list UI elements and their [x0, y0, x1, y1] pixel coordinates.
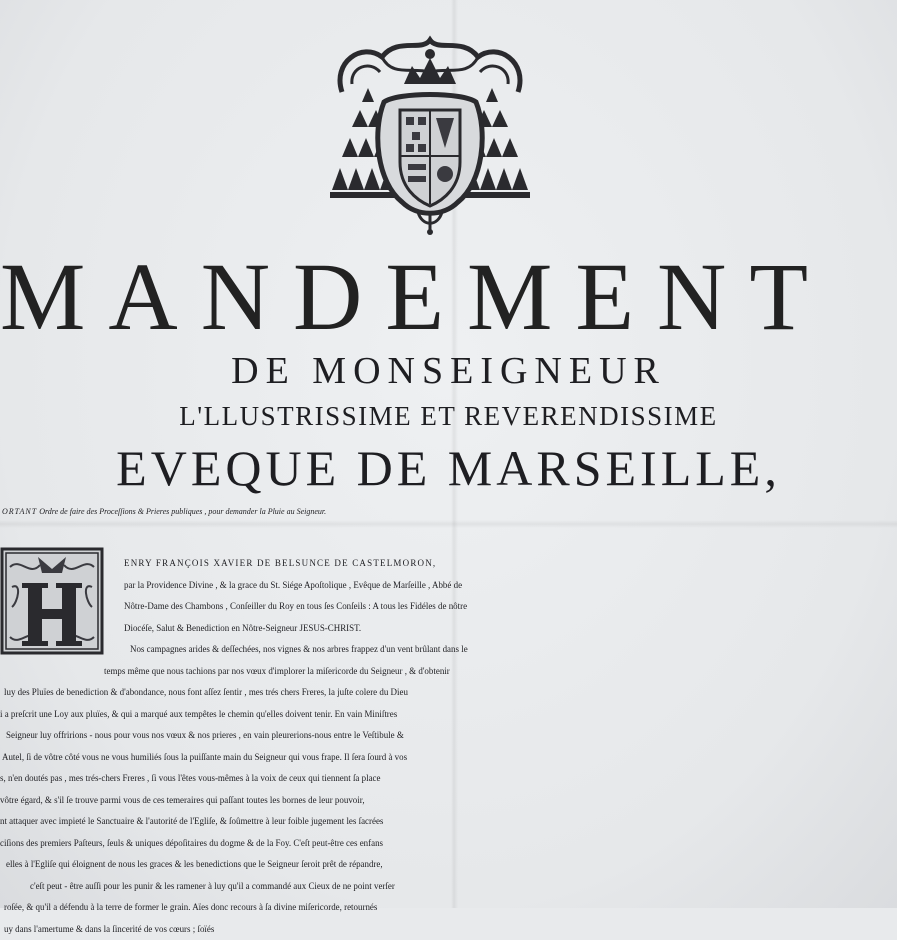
body-line: luy des Pluïes de benediction & d'abondance, nous font aſſez ſentir , mes trés chers Freres, la juſte colere du Dieu — [0, 682, 897, 704]
body-line: c'eſt peut - être auſſi pour les punir & les ramener à luy qu'il a commandé aux Cieux de ne point verſer — [0, 876, 897, 898]
body-line: roſée, & qu'il a défendu à la terre de former le grain. Aïes donc recours à ſa divine miſericorde, retournés — [0, 897, 897, 919]
episcopal-coat-of-arms-icon — [322, 22, 538, 236]
subtitle-bishop: EVEQUE DE MARSEILLE, — [0, 438, 897, 498]
body-line: uy dans l'amertume & dans la ſincerité de vos cœurs ; ſoïés — [0, 919, 897, 940]
decree-summary — [0, 500, 897, 524]
body-line: s, n'en doutés pas , mes trés-chers Freres , ſi vous l'êtes vous-mêmes à la voix de ceux qui tiennent ſa place — [0, 768, 897, 790]
subtitle-monseigneur: DE MONSEIGNEUR — [0, 349, 897, 393]
decree-body — [0, 553, 897, 940]
body-line: par la Providence Divine , & la grace du St. Siége Apoſtolique , Evêque de Marſeille , Abbé de — [0, 575, 897, 597]
body-line: Nôtre-Dame des Chambons , Conſeiller du Roy en tous ſes Conſeils : A tous les Fidéles de nôtre — [0, 596, 897, 618]
body-line: ciſions des premiers Paſteurs, ſeuls & uniques dépoſitaires du dogme & de la Foy. C'eſt peut-être ces enfans — [0, 833, 897, 855]
body-line: Nos campagnes arides & deſſechées, nos vignes & nos arbres frappez d'un vent brûlant dans le — [0, 639, 897, 661]
decree-summary-caps: ORTANT — [2, 507, 37, 516]
body-line: vôtre égard, & s'il ſe trouve parmi vous de ces temeraires qui paſſant toutes les bornes de leur pouvoir, — [0, 790, 897, 812]
body-line: elles à l'Egliſe qui éloignent de nous les graces & les benedictions que le Seigneur ſeroit prêt de répandre, — [0, 854, 897, 876]
body-line: i a preſcrit une Loy aux pluïes, & qui a marqué aux tempêtes le chemin qu'elles doivent tenir. En vain Miniſtres — [0, 704, 897, 726]
page-title: MANDEMENT — [0, 247, 897, 347]
body-line: Seigneur luy offririons - nous pour vous nos vœux & nos prieres , en vain pleurerions-nous entre le Veſtibule & — [0, 725, 897, 747]
body-line: Diocéſe, Salut & Benediction en Nôtre-Seigneur JESUS-CHRIST. — [0, 618, 897, 640]
body-line: nt attaquer avec impieté le Sanctuaire & l'autorité de l'Egliſe, & ſoûmettre à leur foible jugement les ſacrées — [0, 811, 897, 833]
body-line: ENRY FRANÇOIS XAVIER DE BELSUNCE DE CASTELMORON, — [0, 553, 897, 575]
body-line: Autel, ſi de vôtre côté vous ne vous humiliés ſous la puiſſante main du Seigneur qui vous frape. Il ſera ſourd à vos — [0, 747, 897, 769]
subtitle-honorific: L'LLUSTRISSIME ET REVERENDISSIME — [0, 399, 897, 433]
decree-summary-text: Ordre de faire des Proceſſions & Prieres publiques , pour demander la Pluie au Seigneur. — [37, 507, 326, 516]
body-line: temps même que nous tachions par nos vœux d'implorer la miſericorde du Seigneur , & d'obtenir — [0, 661, 897, 683]
